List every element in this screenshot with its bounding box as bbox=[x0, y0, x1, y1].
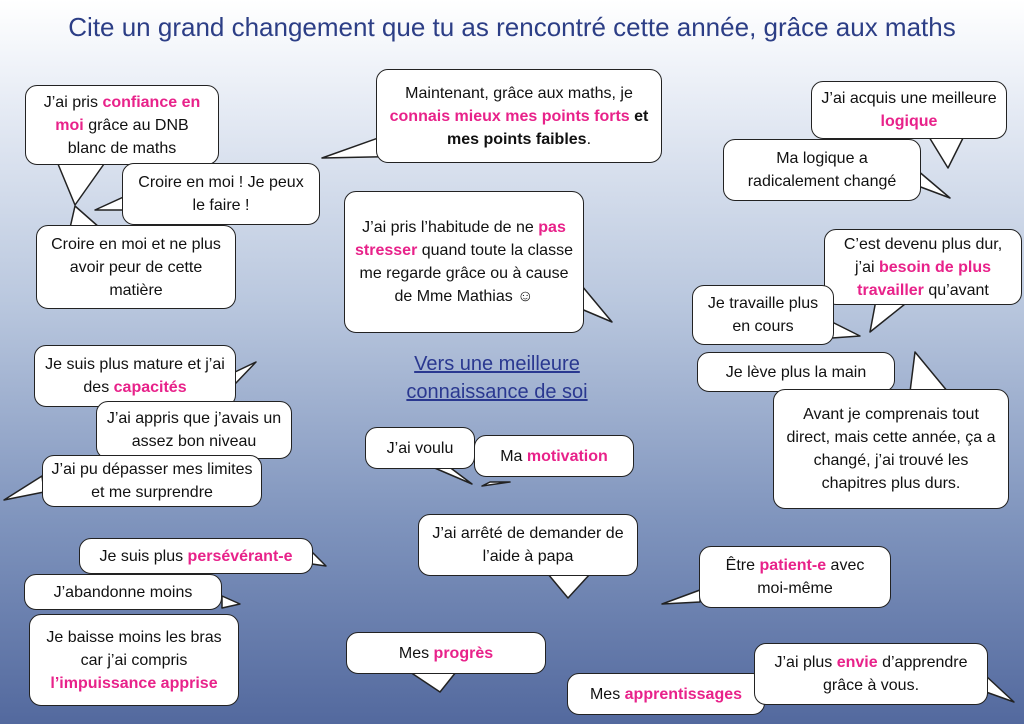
bubble-dur: C’est devenu plus dur, j’ai besoin de plus travailler qu’avant bbox=[824, 229, 1022, 305]
tail-envie bbox=[986, 676, 1014, 702]
tail-logique-change bbox=[917, 170, 950, 198]
page-title: Cite un grand changement que tu as rencontré cette année, grâce aux maths bbox=[68, 12, 956, 42]
tail-travaille bbox=[832, 322, 860, 338]
bubble-motivation: Ma motivation bbox=[474, 435, 634, 477]
tail-depasser bbox=[4, 476, 44, 500]
bubble-croire-peur: Croire en moi et ne plus avoir peur de cette matière bbox=[36, 225, 236, 309]
tail-leve bbox=[910, 352, 948, 392]
tail-motivation bbox=[482, 482, 510, 486]
bubble-progres: Mes progrès bbox=[346, 632, 546, 674]
bubble-mature: Je suis plus mature et j’ai des capacités bbox=[34, 345, 236, 407]
bubble-logique-acquis: J’ai acquis une meilleure logique bbox=[811, 81, 1007, 139]
bubble-patient: Être patient-e avec moi-même bbox=[699, 546, 891, 608]
tail-perseverant bbox=[312, 552, 326, 566]
bubble-stresser: J’ai pris l’habitude de ne pas stresser quand toute la classe me regarde grâce ou à cause de Mme Mathias ☺ bbox=[344, 191, 584, 333]
bubble-croire-faire: Croire en moi ! Je peux le faire ! bbox=[122, 163, 320, 225]
tail-mature bbox=[235, 362, 256, 384]
bubble-voulu: J’ai voulu bbox=[365, 427, 475, 469]
tail-patient bbox=[662, 590, 700, 604]
bubble-apprentissages: Mes apprentissages bbox=[567, 673, 765, 715]
tail-papa bbox=[548, 574, 590, 598]
bubble-baisse: Je baisse moins les bras car j’ai compris l’impuissance apprise bbox=[29, 614, 239, 706]
bubble-depasser: J’ai pu dépasser mes limites et me surprendre bbox=[42, 455, 262, 507]
bubble-niveau: J’ai appris que j’avais un assez bon niveau bbox=[96, 401, 292, 459]
bubble-logique-change: Ma logique a radicalement changé bbox=[723, 139, 921, 201]
tail-abandonne bbox=[222, 596, 240, 608]
tail-confiance bbox=[58, 164, 104, 205]
bubble-avant: Avant je comprenais tout direct, mais cette année, ça a changé, j’ai trouvé les chapitres plus durs. bbox=[773, 389, 1009, 509]
tail-progres bbox=[410, 672, 456, 692]
bubble-envie: J’ai plus envie d’apprendre grâce à vous. bbox=[754, 643, 988, 705]
center-title: Vers une meilleure connaissance de soi bbox=[406, 353, 588, 403]
bubble-abandonne: J’abandonne moins bbox=[24, 574, 222, 610]
bubble-leve: Je lève plus la main bbox=[697, 352, 895, 392]
bubble-points: Maintenant, grâce aux maths, je connais mieux mes points forts et mes points faibles. bbox=[376, 69, 662, 163]
bubble-travaille: Je travaille plus en cours bbox=[692, 285, 834, 345]
bubble-papa: J’ai arrêté de demander de l’aide à papa bbox=[418, 514, 638, 576]
bubble-confiance: J’ai pris confiance en moi grâce au DNB blanc de maths bbox=[25, 85, 219, 165]
bubble-perseverant: Je suis plus persévérant-e bbox=[79, 538, 313, 574]
